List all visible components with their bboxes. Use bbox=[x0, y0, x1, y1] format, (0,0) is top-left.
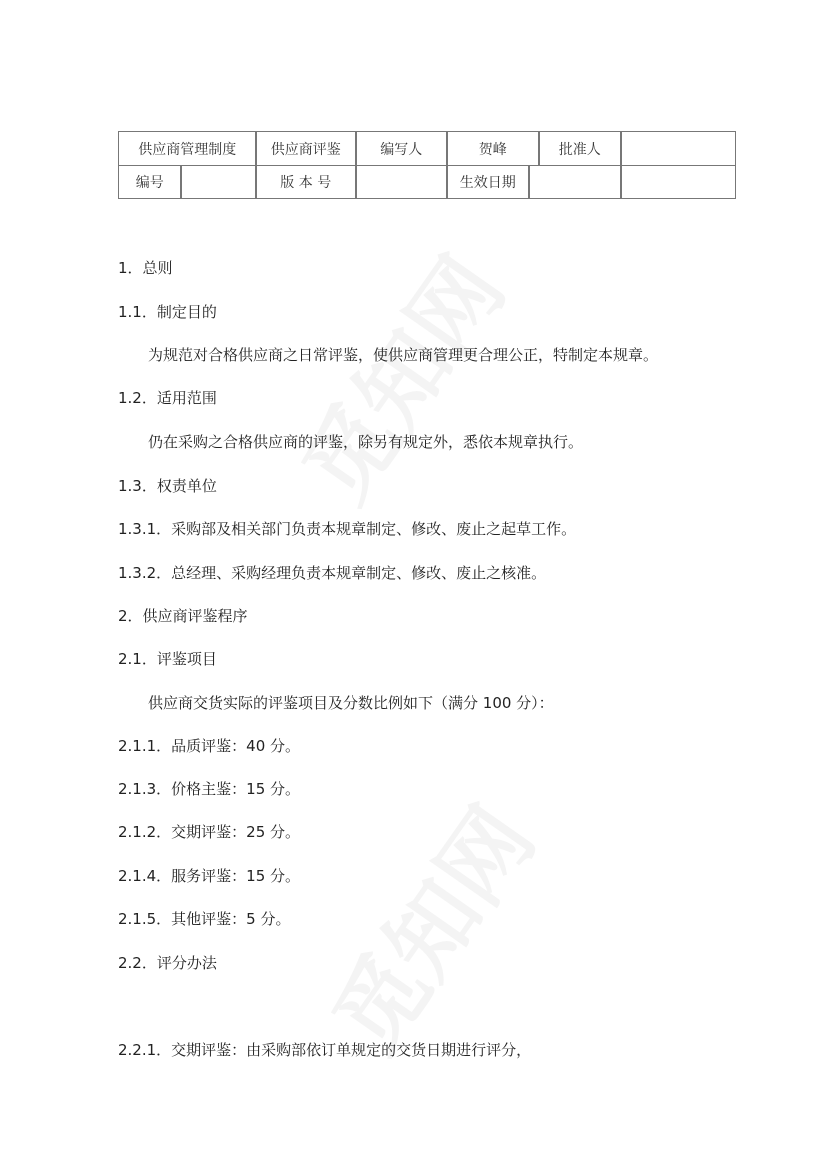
watermark bbox=[287, 241, 524, 520]
section-heading: 1.3.1．采购部及相关部门负责本规章制定、修改、废止之起草工作。 bbox=[118, 520, 577, 538]
watermark bbox=[317, 791, 554, 1070]
section-heading: 2．供应商评鉴程序 bbox=[118, 607, 248, 625]
table-cell: 供应商管理制度 bbox=[118, 131, 257, 166]
table-cell: 编写人 bbox=[355, 131, 448, 166]
section-heading: 2.1．评鉴项目 bbox=[118, 650, 217, 668]
section-heading: 2.1.3．价格主鉴：15 分。 bbox=[118, 780, 301, 798]
section-heading: 2.2．评分办法 bbox=[118, 954, 217, 972]
section-heading: 2.1.2．交期评鉴：25 分。 bbox=[118, 823, 301, 841]
section-heading: 2.1.1．品质评鉴：40 分。 bbox=[118, 737, 301, 755]
table-cell bbox=[180, 165, 257, 199]
paragraph: 仍在采购之合格供应商的评鉴，除另有规定外，悉依本规章执行。 bbox=[148, 433, 584, 451]
table-cell bbox=[620, 131, 736, 166]
section-heading: 1．总则 bbox=[118, 259, 173, 277]
paragraph: 为规范对合格供应商之日常评鉴，使供应商管理更合理公正，特制定本规章。 bbox=[148, 346, 659, 364]
paragraph: 供应商交货实际的评鉴项目及分数比例如下（满分 100 分）： bbox=[148, 694, 554, 712]
table-cell: 贺峰 bbox=[446, 131, 540, 166]
table-cell bbox=[355, 165, 448, 199]
section-heading: 2.1.4．服务评鉴：15 分。 bbox=[118, 867, 301, 885]
section-heading: 1.1．制定目的 bbox=[118, 303, 217, 321]
section-heading: 1.3．权责单位 bbox=[118, 477, 217, 495]
table-cell: 供应商评鉴 bbox=[255, 131, 357, 166]
table-cell bbox=[528, 165, 622, 199]
table-cell: 批准人 bbox=[538, 131, 622, 166]
section-heading: 1.2．适用范围 bbox=[118, 389, 217, 407]
table-cell bbox=[620, 165, 736, 199]
table-cell: 编号 bbox=[118, 165, 182, 199]
section-heading: 2.1.5．其他评鉴：5 分。 bbox=[118, 910, 291, 928]
section-heading: 1.3.2．总经理、采购经理负责本规章制定、修改、废止之核准。 bbox=[118, 564, 547, 582]
table-cell: 生效日期 bbox=[446, 165, 530, 199]
table-cell: 版 本 号 bbox=[255, 165, 357, 199]
section-heading: 2.2.1．交期评鉴：由采购部依订单规定的交货日期进行评分， bbox=[118, 1041, 532, 1059]
